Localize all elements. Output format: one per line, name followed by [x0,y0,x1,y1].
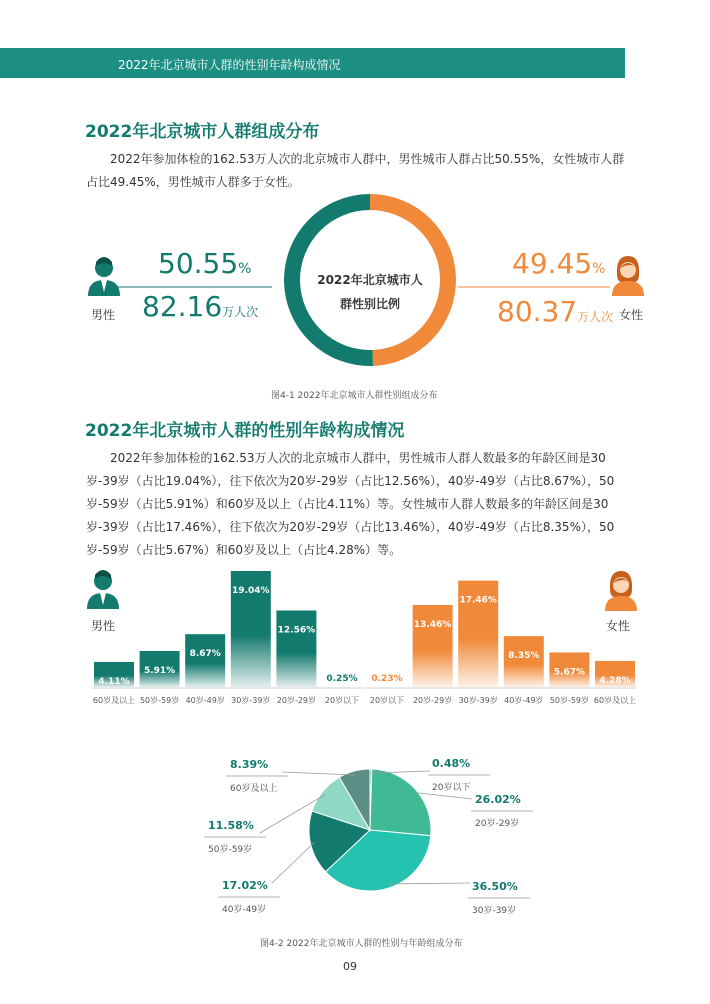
female-bar-label-3: 8.35% [508,651,540,662]
donut-center-line1: 2022年北京城市人 [317,273,423,287]
male-bar-4 [276,610,316,687]
female-person-icon [612,256,644,296]
male-bar-label-3: 19.04% [232,586,270,596]
female-tick-5: 60岁及以上 [593,696,637,705]
pie-category-label-5: 60岁及以上 [230,784,278,794]
age-pie-chart [309,769,431,891]
age-pie-figure [0,745,710,925]
female-count [497,295,613,328]
figure1-caption: 图4-1 2022年北京城市人群性别组成分布 [271,391,438,401]
female-bar-3 [504,636,544,687]
male-bar-label-0: 4.11% [98,676,130,687]
female-percent-unit: % [592,261,606,277]
male-tick-5: 20岁以下 [324,696,360,705]
male-chart-person-icon [87,570,119,609]
pie-value-label-5: 8.39% [230,758,269,771]
female-age-bar-chart [365,581,637,705]
pie-slice-1 [370,769,431,836]
donut-center-line2: 群性别比例 [339,297,400,311]
section1-title: 2022年北京城市人群组成分布 [85,122,320,142]
female-percent-value: 49.45 [512,247,593,280]
figure2-caption: 图4-2 2022年北京城市人群的性别与年龄组成分布 [260,939,463,949]
male-percent-value: 50.55 [158,247,239,280]
female-bar-label-5: 4.28% [599,675,631,686]
male-bar-5 [322,685,362,687]
pie-value-label-4: 11.58% [208,819,254,832]
section1-paragraph: 2022年参加体检的162.53万人次的北京城市人群中，男性城市人群占比50.55%，女性城市人群占比49.45%，男性城市人群多于女性。 [86,152,625,189]
female-label: 女性 [619,308,644,322]
page-number: 09 [343,960,357,973]
male-tick-0: 60岁及以上 [92,696,136,705]
male-label: 男性 [91,308,116,322]
pie-leader-5 [282,772,355,775]
male-bar-label-5: 0.25% [326,674,358,684]
female-bar-label-0: 0.23% [371,674,403,684]
pie-value-label-0: 0.48% [432,757,471,770]
male-bar-label-4: 12.56% [277,625,316,636]
section2-title: 2022年北京城市人群的性别年龄构成情况 [85,421,405,441]
male-percent-unit: % [238,261,252,277]
female-tick-0: 20岁以下 [369,696,405,705]
pie-value-label-2: 36.50% [472,880,518,893]
pie-value-label-3: 17.02% [222,879,268,892]
header-title: 2022年北京城市人群的性别年龄构成情况 [118,58,341,72]
pie-category-label-2: 30岁-39岁 [472,906,517,916]
female-count-value: 80.37 [497,295,578,328]
male-bar-label-1: 5.91% [143,665,176,676]
female-bar-0 [367,685,407,687]
male-percent [158,247,251,280]
male-tick-1: 50岁-59岁 [139,696,180,705]
female-tick-3: 40岁-49岁 [504,696,544,705]
section2-paragraph: 2022年参加体检的162.53万人次的北京城市人群中，男性城市人群人数最多的年龄区间是30岁-39岁（占比19.04%），往下依次为20岁-29岁（占比12.56%），40岁-49岁（占比8.67%），50岁-59岁（占比5.91%）和60岁及以上（占比4.11%）等。女性城市人群人数最多的年龄区间是30岁-39岁（占比17.46%），往下依次为20岁-29岁（占比13.46%），40岁-49岁（占比8.35%），50岁-59岁（占比5.67%）和60岁及以上（占比4.28%）等。 [86,451,615,557]
donut-center-label [286,268,454,316]
female-tick-1: 20岁-29岁 [412,696,453,705]
pie-category-label-1: 20岁-29岁 [475,819,520,829]
male-tick-2: 40岁-49岁 [185,696,225,705]
female-bar-label-4: 5.67% [553,667,586,678]
female-tick-2: 30岁-39岁 [458,696,498,705]
male-count [142,290,258,323]
female-bar-1 [413,605,453,687]
pie-category-label-4: 50岁-59岁 [208,845,253,855]
female-percent [512,247,605,280]
male-count-unit: 万人次 [222,305,259,319]
female-tick-4: 50岁-59岁 [549,696,590,705]
female-chart-person-icon [605,571,637,611]
pie-category-label-0: 20岁以下 [432,783,471,793]
male-tick-3: 30岁-39岁 [231,696,271,705]
female-count-unit: 万人次 [577,310,614,324]
age-bar-charts [0,565,710,720]
male-chart-label: 男性 [91,619,116,633]
male-person-icon [88,257,120,296]
pie-category-label-3: 40岁-49岁 [222,905,267,915]
male-bar-2 [185,634,225,687]
female-chart-label: 女性 [606,619,631,633]
male-tick-4: 20岁-29岁 [276,696,317,705]
male-bar-label-2: 8.67% [189,649,221,660]
male-age-bar-chart [92,571,364,705]
female-bar-label-1: 13.46% [413,619,452,630]
male-count-value: 82.16 [142,290,223,323]
female-bar-label-2: 17.46% [459,595,497,606]
pie-leader-3 [272,842,314,883]
pie-value-label-1: 26.02% [475,793,521,806]
